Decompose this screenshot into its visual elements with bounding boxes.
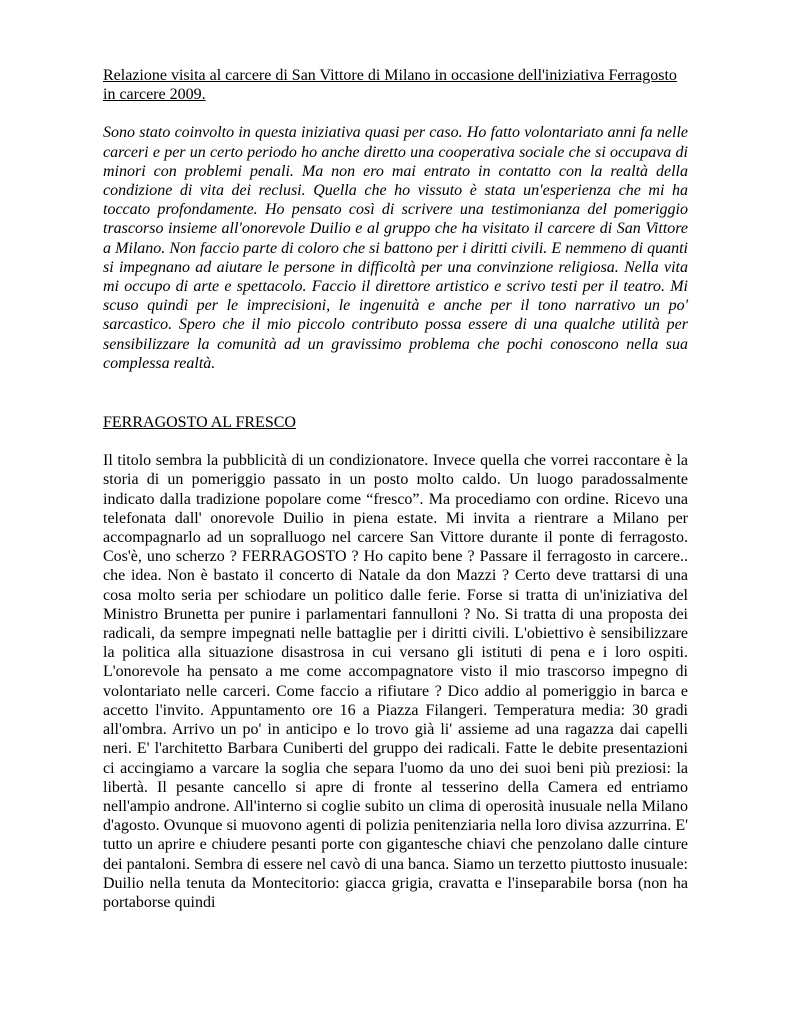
body-paragraph: Il titolo sembra la pubblicità di un condizionatore. Invece quella che vorrei raccontare è la storia di un pomeriggio passato in un posto molto caldo. Un luogo paradossalmente indicato dalla tradizione popolare come “fresco”. Ma procediamo con ordine. Ricevo una telefonata dall' onorevole Duilio in piena estate. Mi invita a rientrare a Milano per accompagnarlo ad un sopralluogo nel carcere San Vittore durante il ponte di ferragosto. Cos'è, uno scherzo ? FERRAGOSTO ? Ho capito bene ? Passare il ferragosto in carcere.. che idea. Non è bastato il concerto di Natale da don Mazzi ? Certo deve trattarsi di una cosa molto seria per schiodare un politico dalle ferie. Forse si tratta di un'iniziativa del Ministro Brunetta per punire i parlamentari fannulloni ? No. Si tratta di una proposta dei radicali, da sempre impegnati nelle battaglie per i diritti civili. L'obiettivo è sensibilizzare la politica alla situazione disastrosa in cui versano gli istituti di pena e i loro ospiti. L'onorevole ha pensato a me come accompagnatore visto il mio trascorso impegno di volontariato nelle carceri. Come faccio a rifiutare ? Dico addio al pomeriggio in barca e accetto l'invito. Appuntamento ore 16 a Piazza Filangeri. Temperatura media: 30 gradi all'ombra. Arrivo un po' in anticipo e lo trovo già li' assieme ad una ragazza dai capelli neri. E' l'architetto Barbara Cuniberti del gruppo dei radicali. Fatte le debite presentazioni ci accingiamo a varcare la soglia che separa l'uomo da uno dei suoi beni più preziosi: la libertà. Il pesante cancello si apre di fronte al tesserino della Camera ed entriamo nell'ampio androne. All'interno si coglie subito un clima di operosità inusuale nella Milano d'agosto. Ovunque si muovono agenti di polizia penitenziaria nella loro divisa azzurrina. E' tutto un aprire e chiudere pesanti porte con gigantesche chiavi che penzolano dalle cinture dei pantaloni. Sembra di essere nel cavò di una banca. Siamo un terzetto piuttosto inusuale: Duilio nella tenuta da Montecitorio: giacca grigia, cravatta e l'inseparabile borsa (non ha portaborse quindi [103, 452, 688, 911]
document-page [103, 66, 688, 912]
intro-paragraph: Sono stato coinvolto in questa iniziativa quasi per caso. Ho fatto volontariato anni fa nelle carceri e per un certo periodo ho anche diretto una cooperativa sociale che si occupava di minori con problemi penali. Ma non ero mai entrato in contatto con la realtà della condizione di vita dei reclusi. Quella che ho vissuto è stata un'esperienza che mi ha toccato profondamente. Ho pensato così di scrivere una testimonianza del pomeriggio trascorso insieme all'onorevole Duilio e al gruppo che ha visitato il carcere di San Vittore a Milano. Non faccio parte di coloro che si battono per i diritti civili. E nemmeno di quanti si impegnano ad aiutare le persone in difficoltà per una convinzione religiosa. Nella vita mi occupo di arte e spettacolo. Faccio il direttore artistico e scrivo testi per il teatro. Mi scuso quindi per le imprecisioni, le ingenuità e anche per il tono narrativo un po' sarcastico. Spero che il mio piccolo contributo possa essere di una qualche utilità per sensibilizzare la comunità ad un gravissimo problema che pochi conoscono nella sua complessa realtà. [103, 124, 688, 372]
document-title: Relazione visita al carcere di San Vittore di Milano in occasione dell'iniziativa Ferragosto in carcere 2009. [103, 67, 677, 104]
section-heading: FERRAGOSTO AL FRESCO [103, 414, 296, 432]
